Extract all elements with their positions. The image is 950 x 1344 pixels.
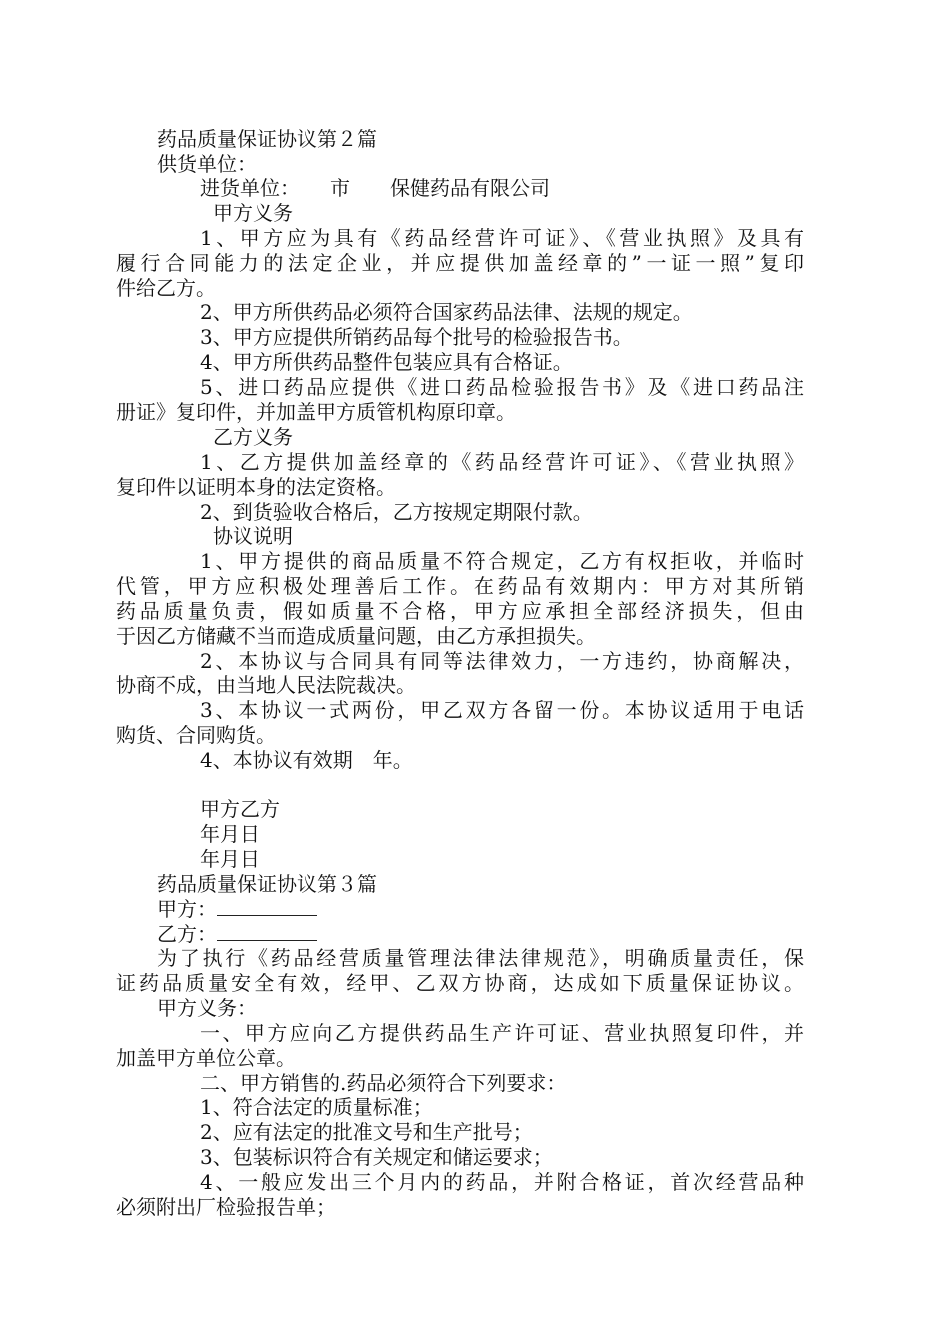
buyer-line: 进货单位： 市 保健药品有限公司 [200,176,550,200]
para-c2-2: 2、应有法定的批准文号和生产批号； [200,1120,533,1144]
para-b1-line1: 1、乙方提供加盖经章的《药品经营许可证》、《营业执照》 [200,450,804,474]
signature-date-1: 年月日 [200,822,260,846]
para-n1-line1: 1、甲方提供的商品质量不符合规定，乙方有权拒收，并临时 [200,549,804,573]
para-n1-line3: 药品质量负责，假如质量不合格，甲方应承担全部经济损失，但由 [116,599,804,623]
para-b2: 2、到货验收合格后，乙方按规定期限付款。 [200,500,593,524]
para-n1-line2: 代管，甲方应积极处理善后工作。在药品有效期内：甲方对其所销 [116,574,804,598]
party-a-heading: 甲方义务 [213,201,293,225]
para-n4: 4、本协议有效期 年。 [200,748,413,772]
para-c2-3: 3、包装标识符合有关规定和储运要求； [200,1145,553,1169]
section-title-2: 药品质量保证协议第２篇 [157,127,377,151]
agreement-note-heading: 协议说明 [213,524,293,548]
party-a-duties-heading: 甲方义务： [157,996,257,1020]
para-b1-line2: 复印件以证明本身的法定资格。 [116,475,396,499]
para-n3-line2: 购货、合同购货。 [116,723,276,747]
para-n2-line1: 2、本协议与合同具有同等法律效力，一方违约，协商解决， [200,649,804,673]
para-n1-line4: 于因乙方储藏不当而造成质量问题，由乙方承担损失。 [116,624,596,648]
para-a4: 4、甲方所供药品整件包装应具有合格证。 [200,350,573,374]
party-b-heading: 乙方义务 [213,425,293,449]
para-c1-line1: 一、甲方应向乙方提供药品生产许可证、营业执照复印件，并 [200,1021,804,1045]
party-a-label-line [157,897,317,921]
signature-date-2: 年月日 [200,847,260,871]
para-a5-line2: 册证》复印件，并加盖甲方质管机构原印章。 [116,400,516,424]
para-a3: 3、甲方应提供所销药品每个批号的检验报告书。 [200,325,633,349]
signature-parties: 甲方乙方 [200,797,280,821]
para-c2: 二、甲方销售的.药品必须符合下列要求： [200,1071,567,1095]
para-n3-line1: 3、本协议一式两份，甲乙双方各留一份。本协议适用于电话 [200,698,804,722]
para-a1-line2: 履行合同能力的法定企业，并应提供加盖经章的”一证一照”复印 [116,251,804,275]
intro-line2: 证药品质量安全有效，经甲、乙双方协商，达成如下质量保证协议。 [116,971,804,995]
para-c2-1: 1、符合法定的质量标准； [200,1095,433,1119]
supplier-line: 供货单位： [157,152,257,176]
intro-line1: 为了执行《药品经营质量管理法律法律规范》，明确质量责任，保 [157,946,804,970]
para-c2-4-line1: 4、一般应发出三个月内的药品，并附合格证，首次经营品种 [200,1170,804,1194]
party-b-label: 乙方： [157,922,217,946]
para-c1-line2: 加盖甲方单位公章。 [116,1046,296,1070]
party-b-blank [217,922,317,941]
party-a-label: 甲方： [157,897,217,921]
para-a1-line1: 1、甲方应为具有《药品经营许可证》、《营业执照》及具有 [200,226,804,250]
para-a5-line1: 5、进口药品应提供《进口药品检验报告书》及《进口药品注 [200,375,804,399]
party-a-blank [217,897,317,916]
para-c2-4-line2: 必须附出厂检验报告单； [116,1195,336,1219]
para-a2: 2、甲方所供药品必须符合国家药品法律、法规的规定。 [200,300,693,324]
section-title-3: 药品质量保证协议第３篇 [157,872,377,896]
para-n2-line2: 协商不成，由当地人民法院裁决。 [116,673,416,697]
party-b-label-line [157,922,317,946]
para-a1-line3: 件给乙方。 [116,276,216,300]
